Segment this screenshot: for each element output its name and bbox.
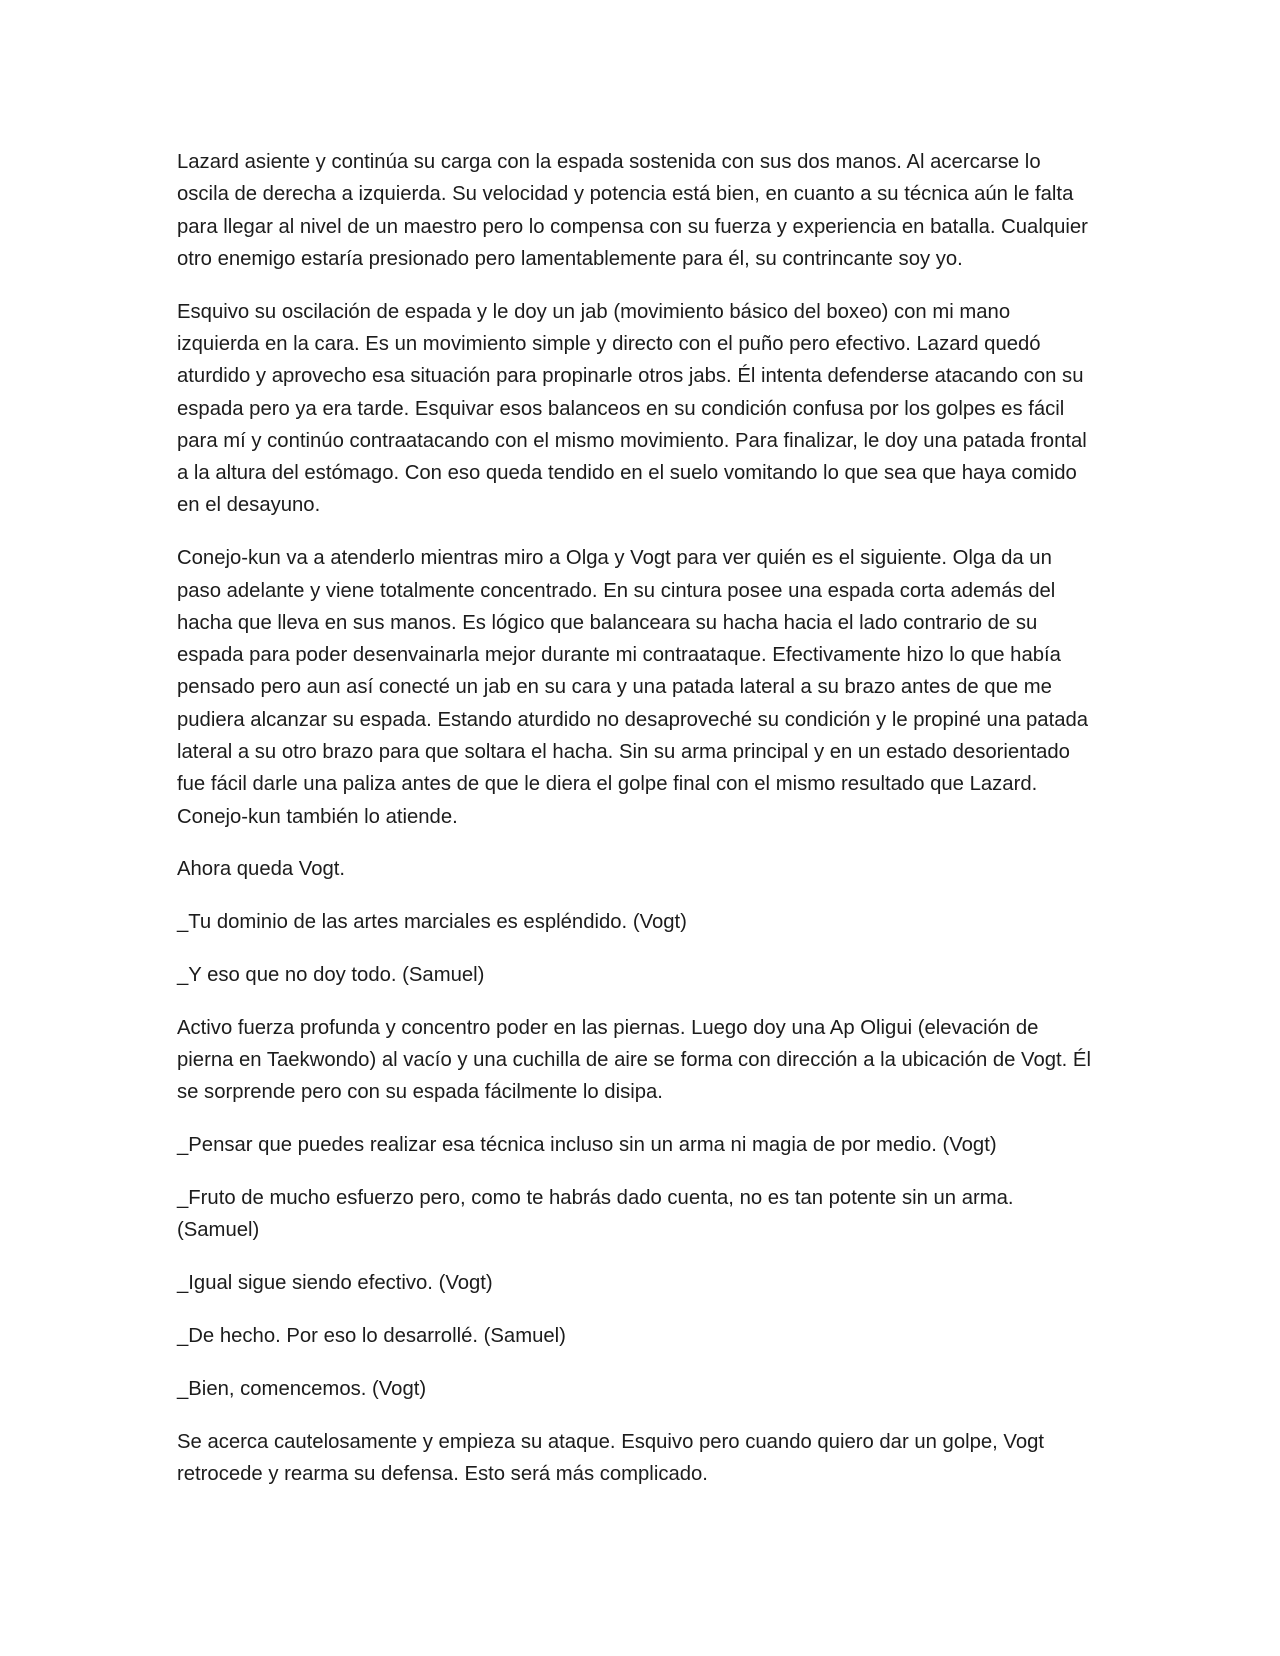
paragraph-jab-counter: Esquivo su oscilación de espada y le doy un jab (movimiento básico del boxeo) con mi mano izquierda en la cara. Es un movimiento simple y directo con el puño pero efectivo. Lazard quedó aturdido y aprovecho esa situación para propinarle otros jabs. Él intenta defenderse atacando con su espada pero ya era tarde. Esquivar esos balanceos en su condición confusa por los golpes es fácil para mí y continúo contraatacando con el mismo movimiento. Para finalizar, le doy una patada frontal a la altura del estómago. Con eso queda tendido en el suelo vomitando lo que sea que haya comido en el desayuno.: [177, 300, 1087, 517]
dialogue-line: _Bien, comencemos. (Vogt): [177, 1377, 427, 1400]
dialogue-line: _Pensar que puedes realizar esa técnica incluso sin un arma ni magia de por medio. (Vogt): [177, 1134, 997, 1157]
paragraph-cautious-attack: Se acerca cautelosamente y empieza su ataque. Esquivo pero cuando quiero dar un golpe, Vogt retrocede y rearma su defensa. Esto será más complicado.: [177, 1430, 1045, 1485]
paragraph-vogt-turn: Ahora queda Vogt.: [177, 858, 346, 881]
dialogue-line: _Tu dominio de las artes marciales es espléndido. (Vogt): [177, 911, 687, 934]
paragraph-lazard-charge: Lazard asiente y continúa su carga con la espada sostenida con sus dos manos. Al acercarse lo oscila de derecha a izquierda. Su velocidad y potencia está bien, en cuanto a su técnica aún le falta para llegar al nivel de un maestro pero lo compensa con su fuerza y experiencia en batalla. Cualquier otro enemigo estaría presionado pero lamentablemente para él, su contrincante soy yo.: [177, 151, 1088, 270]
dialogue-line: _Y eso que no doy todo. (Samuel): [177, 964, 485, 987]
paragraph-air-blade: Activo fuerza profunda y concentro poder en las piernas. Luego doy una Ap Oligui (elevación de pierna en Taekwondo) al vacío y una cuchilla de aire se forma con dirección a la ubicación de Vogt. Él se sorprende pero con su espada fácilmente lo disipa.: [177, 1016, 1091, 1104]
paragraph-olga-fight: Conejo-kun va a atenderlo mientras miro a Olga y Vogt para ver quién es el siguiente. Olga da un paso adelante y viene totalmente concentrado. En su cintura posee una espada corta además del hacha que lleva en sus manos. Es lógico que balanceara su hacha hacia el lado contrario de su espada para poder desenvainarla mejor durante mi contraataque. Efectivamente hizo lo que había pensado pero aun así conecté un jab en su cara y una patada lateral a su brazo antes de que me pudiera alcanzar su espada. Estando aturdido no desaproveché su condición y le propiné una patada lateral a su otro brazo para que soltara el hacha. Sin su arma principal y en un estado desorientado fue fácil darle una paliza antes de que le diera el golpe final con el mismo resultado que Lazard. Conejo-kun también lo atiende.: [177, 547, 1089, 828]
dialogue-line: _Igual sigue siendo efectivo. (Vogt): [177, 1272, 493, 1295]
dialogue-line: _De hecho. Por eso lo desarrollé. (Samuel): [177, 1324, 566, 1347]
document-page: [177, 146, 1097, 1511]
dialogue-line: _Fruto de mucho esfuerzo pero, como te habrás dado cuenta, no es tan potente sin un arma. (Samuel): [177, 1187, 1014, 1242]
